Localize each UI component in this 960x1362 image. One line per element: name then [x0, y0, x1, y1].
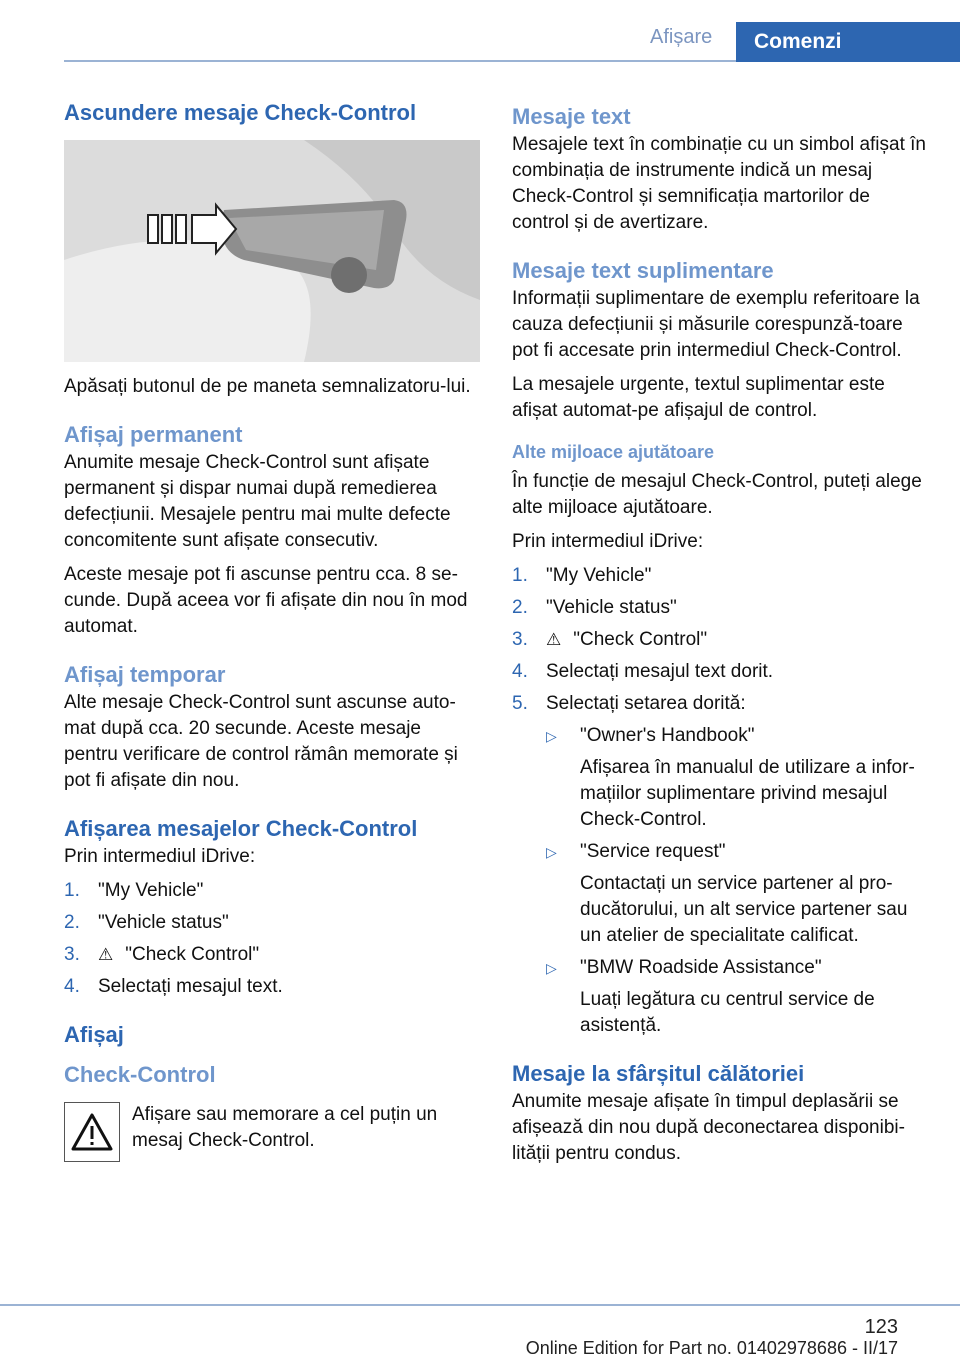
temporary-para-1: Alte mesaje Check-Control sunt ascunse auto‐mat după cca. 20 secunde. Aceste mesaje pentru verificare de control rămân memorate și pot fi afișate din nou.	[64, 692, 458, 791]
edition-note: Online Edition for Part no. 01402978686 - II/17	[525, 1338, 898, 1358]
heading-show-messages: Afișarea mesajelor Check-Control	[64, 816, 418, 841]
footer-rule	[0, 1304, 960, 1306]
tab-display[interactable]: Afișare	[650, 26, 713, 48]
permanent-para-1: Anumite mesaje Check-Control sunt afișate permanent și dispar numai după remedierea defecțiunii. Mesajele pentru mai multe defecte concomitente sunt afișate consecutiv.	[64, 452, 451, 551]
extra-messages-para-2: La mesajele urgente, textul suplimentar este afișat automat-pe afișajul de control.	[512, 374, 885, 421]
right-column	[512, 100, 928, 1175]
other-aids-para: În funcție de mesajul Check-Control, puteți alege alte mijloace ajutătoare.	[512, 471, 922, 518]
extra-messages-para-1: Informații suplimentare de exemplu referitoare la cauza defecțiunii și măsurile corespunză‐toare pot fi accesate prin intermediul Check-Control.	[512, 288, 920, 361]
warning-box	[64, 1102, 480, 1162]
heading-display: Afișaj	[64, 1022, 124, 1047]
list-item: 3. ⚠ "Check Control"	[512, 627, 928, 653]
heading-end-of-trip: Mesaje la sfârșitul călătoriei	[512, 1061, 805, 1086]
other-aids-intro: Prin intermediul iDrive:	[512, 531, 704, 552]
list-item: 3. ⚠ "Check Control"	[64, 942, 480, 968]
photo-caption: Apăsați butonul de pe maneta semnalizatoru‐lui.	[64, 376, 471, 397]
warning-triangle-icon: ⚠	[546, 630, 562, 649]
list-item: ▷ "Service request" Contactați un service partener al pro‐ducătorului, un alt service partener sau un atelier de specialitate calificat.	[546, 839, 928, 949]
show-messages-steps	[64, 878, 480, 1000]
triangle-bullet-icon: ▷	[546, 844, 557, 860]
list-item: 1. "My Vehicle"	[512, 565, 652, 586]
list-item: ▷ "Owner's Handbook" Afișarea în manualul de utilizare a infor‐mațiilor suplimentare privind mesajul Check-Control.	[546, 723, 928, 833]
list-item: 2. "Vehicle status"	[512, 597, 677, 618]
permanent-para-2: Aceste mesaje pot fi ascunse pentru cca. 8 se‐cunde. După aceea vor fi afișate din nou în mod automat.	[64, 564, 468, 637]
list-item: 5. Selectați setarea dorită:	[512, 693, 746, 714]
warning-triangle-icon	[64, 1102, 120, 1162]
triangle-bullet-icon: ▷	[546, 960, 557, 976]
list-item: 2. "Vehicle status"	[64, 912, 229, 933]
section-title-hide-messages: Ascundere mesaje Check-Control	[64, 100, 417, 125]
turn-signal-lever-photo	[64, 140, 480, 362]
list-item: 1. "My Vehicle"	[64, 880, 204, 901]
heading-check-control: Check-Control	[64, 1062, 216, 1087]
warning-triangle-icon: ⚠	[98, 945, 114, 964]
triangle-bullet-icon: ▷	[546, 728, 557, 744]
list-item: 4. Selectați mesajul text.	[64, 976, 283, 997]
heading-extra-messages: Mesaje text suplimentare	[512, 258, 774, 283]
setting-options	[546, 723, 928, 1039]
left-column	[64, 100, 480, 1162]
heading-permanent-display: Afișaj permanent	[64, 422, 243, 447]
heading-temporary-display: Afișaj temporar	[64, 662, 226, 687]
list-item: 4. Selectați mesajul text dorit.	[512, 661, 774, 682]
end-of-trip-para: Anumite mesaje afișate în timpul deplasării se afișează din nou după deconectarea disponibi‐lității pentru condus.	[512, 1091, 905, 1164]
tab-controls[interactable]: Comenzi	[736, 22, 960, 62]
text-messages-para: Mesajele text în combinație cu un simbol afișat în combinația de instrumente indică un mesaj Check-Control și semnificația martorilor de control și de avertizare.	[512, 134, 926, 233]
list-item: ▷ "BMW Roadside Assistance" Luați legătura cu centrul service de asistență.	[546, 955, 928, 1039]
heading-text-messages: Mesaje text	[512, 104, 631, 129]
show-messages-intro: Prin intermediul iDrive:	[64, 846, 256, 867]
warning-text: Afișare sau memorare a cel puțin un mesaj Check-Control.	[132, 1104, 438, 1151]
other-aids-steps	[512, 563, 928, 717]
page-number: 123	[864, 1316, 898, 1338]
heading-other-aids: Alte mijloace ajutătoare	[512, 442, 715, 462]
